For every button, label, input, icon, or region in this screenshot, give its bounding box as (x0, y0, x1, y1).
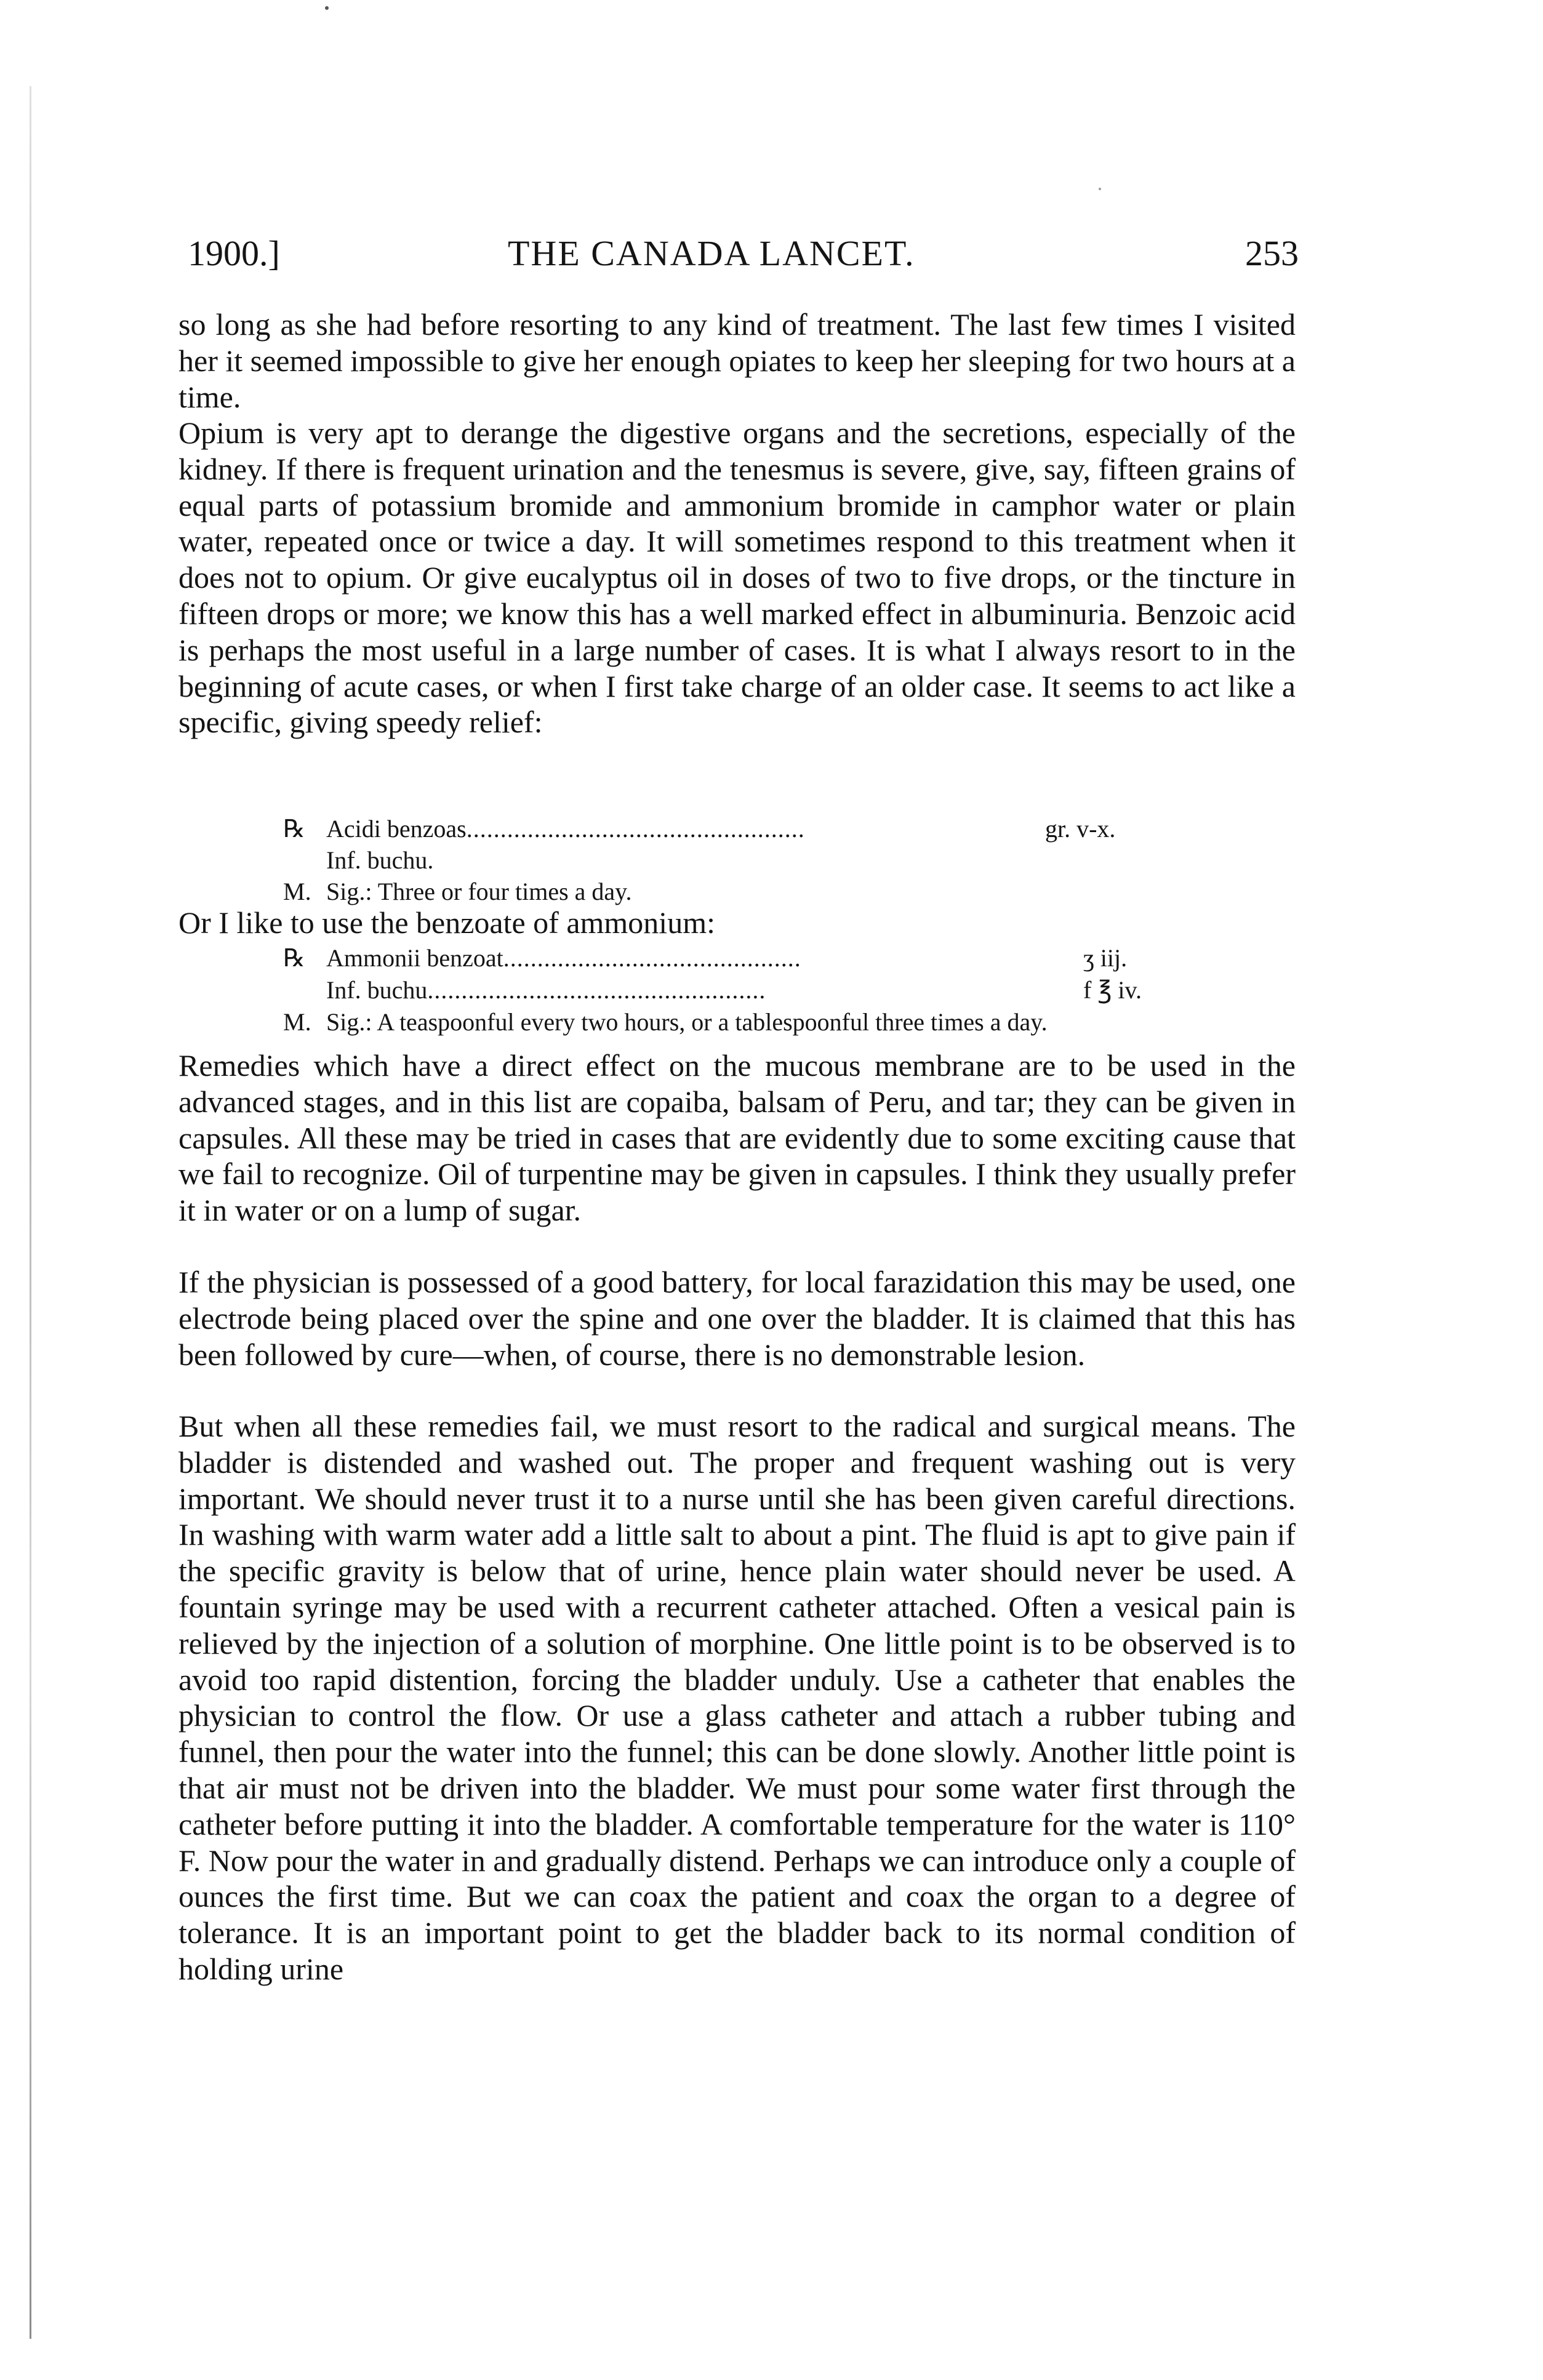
header-journal-title: THE CANADA LANCET. (508, 233, 915, 273)
prescription-item: Inf. buchu (326, 976, 428, 1004)
prescription-1-line-1 (283, 814, 805, 844)
prescription-1-dose: gr. v-x. (1045, 815, 1116, 843)
mix-mark: M. (283, 1008, 311, 1036)
prescription-signature: Sig.: Three or four times a day. (326, 878, 632, 905)
leader-dots: .................................................. (466, 815, 805, 843)
leader-dots: ............................................ (503, 944, 801, 972)
paragraph-opium: Opium is very apt to derange the digestive organs and the secretions, especially of the kidney. If there is frequent urination and the tenesmus is severe, give, say, fifteen grains of equal parts of potassium bromide and ammonium bromide in camphor water or plain water, repeated once or twice a day. It will sometimes respond to this treatment when it does not to opium. Or give eucalyptus oil in doses of two to five drops, or the tincture in fifteen drops or more; we know this has a well marked effect in albuminuria. Benzoic acid is perhaps the most useful in a large number of cases. It is what I always resort to in the beginning of acute cases, or when I first take charge of an older case. It seems to act like a specific, giving speedy relief: (178, 415, 1296, 740)
running-header (188, 229, 1299, 278)
paragraph-battery: If the physician is possessed of a good battery, for local farazidation this may be used, one electrode being placed over the spine and one over the bladder. It is claimed that this has been followed by cure—when, of course, there is no demonstrable lesion. (178, 1265, 1296, 1372)
prescription-1-line-3 (283, 876, 632, 907)
leader-dots: .................................................. (427, 976, 766, 1004)
header-year: 1900.] (188, 233, 280, 273)
prescription-2-line-1 (283, 943, 801, 974)
prescription-2-line-2 (326, 975, 766, 1006)
prescription-item: Acidi benzoas (326, 815, 467, 843)
header-page-number: 253 (1245, 233, 1299, 273)
paragraph-continuation: so long as she had before resorting to any kind of treatment. The last few times I visited her it seemed impossible to give her enough opiates to keep her sleeping for two hours at a time. (178, 307, 1296, 414)
page-speck (1099, 188, 1101, 190)
paragraph-ammonium: Or I like to use the benzoate of ammonium: (178, 905, 715, 940)
paragraph-radical-means: But when all these remedies fail, we must resort to the radical and surgical means. The bladder is distended and washed out. The proper and frequent washing out is very important. We should never trust it to a nurse until she has been given careful directions. In washing with warm water add a little salt to about a pint. The fluid is apt to give pain if the specific gravity is below that of urine, hence plain water should never be used. A fountain syringe may be used with a recurrent catheter attached. Often a vesical pain is relieved by the injection of a solution of morphine. One little point is to be observed is to avoid too rapid distention, forcing the bladder unduly. Use a catheter that enables the physician to control the flow. Or use a glass catheter and attach a rubber tubing and funnel, then pour the water into the funnel; this can be done slowly. Another little point is that air must not be driven into the bladder. We must pour some water first through the catheter before putting it into the bladder. A comfortable temperature for the water is 110° F. Now pour the water in and gradually distend. Perhaps we can introduce only a couple of ounces the first time. But we can coax the patient and coax the organ to a degree of tolerance. It is an important point to get the bladder back to its normal condition of holding urine (178, 1409, 1296, 1986)
prescription-2-dose-2: f ℥ iv. (1083, 976, 1142, 1004)
mix-mark: M. (283, 878, 311, 905)
recipe-symbol: ℞ (283, 944, 305, 972)
prescription-1-line-2: Inf. buchu. (326, 846, 434, 874)
page-edge-shadow (30, 86, 31, 2339)
recipe-symbol: ℞ (283, 815, 305, 843)
prescription-signature: Sig.: A teaspoonful every two hours, or a tablespoonful three times a day. (326, 1008, 1048, 1036)
prescription-item: Ammonii benzoat (326, 944, 503, 972)
paragraph-remedies: Remedies which have a direct effect on the mucous membrane are to be used in the advanced stages, and in this list are copaiba, balsam of Peru, and tar; they can be given in capsules. All these may be tried in cases that are evidently due to some exciting cause that we fail to recognize. Oil of turpentine may be given in capsules. I think they usually prefer it in water or on a lump of sugar. (178, 1048, 1296, 1228)
prescription-2-dose-1: ʒ iij. (1083, 944, 1128, 972)
page-speck (325, 6, 329, 10)
prescription-2-line-3 (283, 1007, 1048, 1038)
